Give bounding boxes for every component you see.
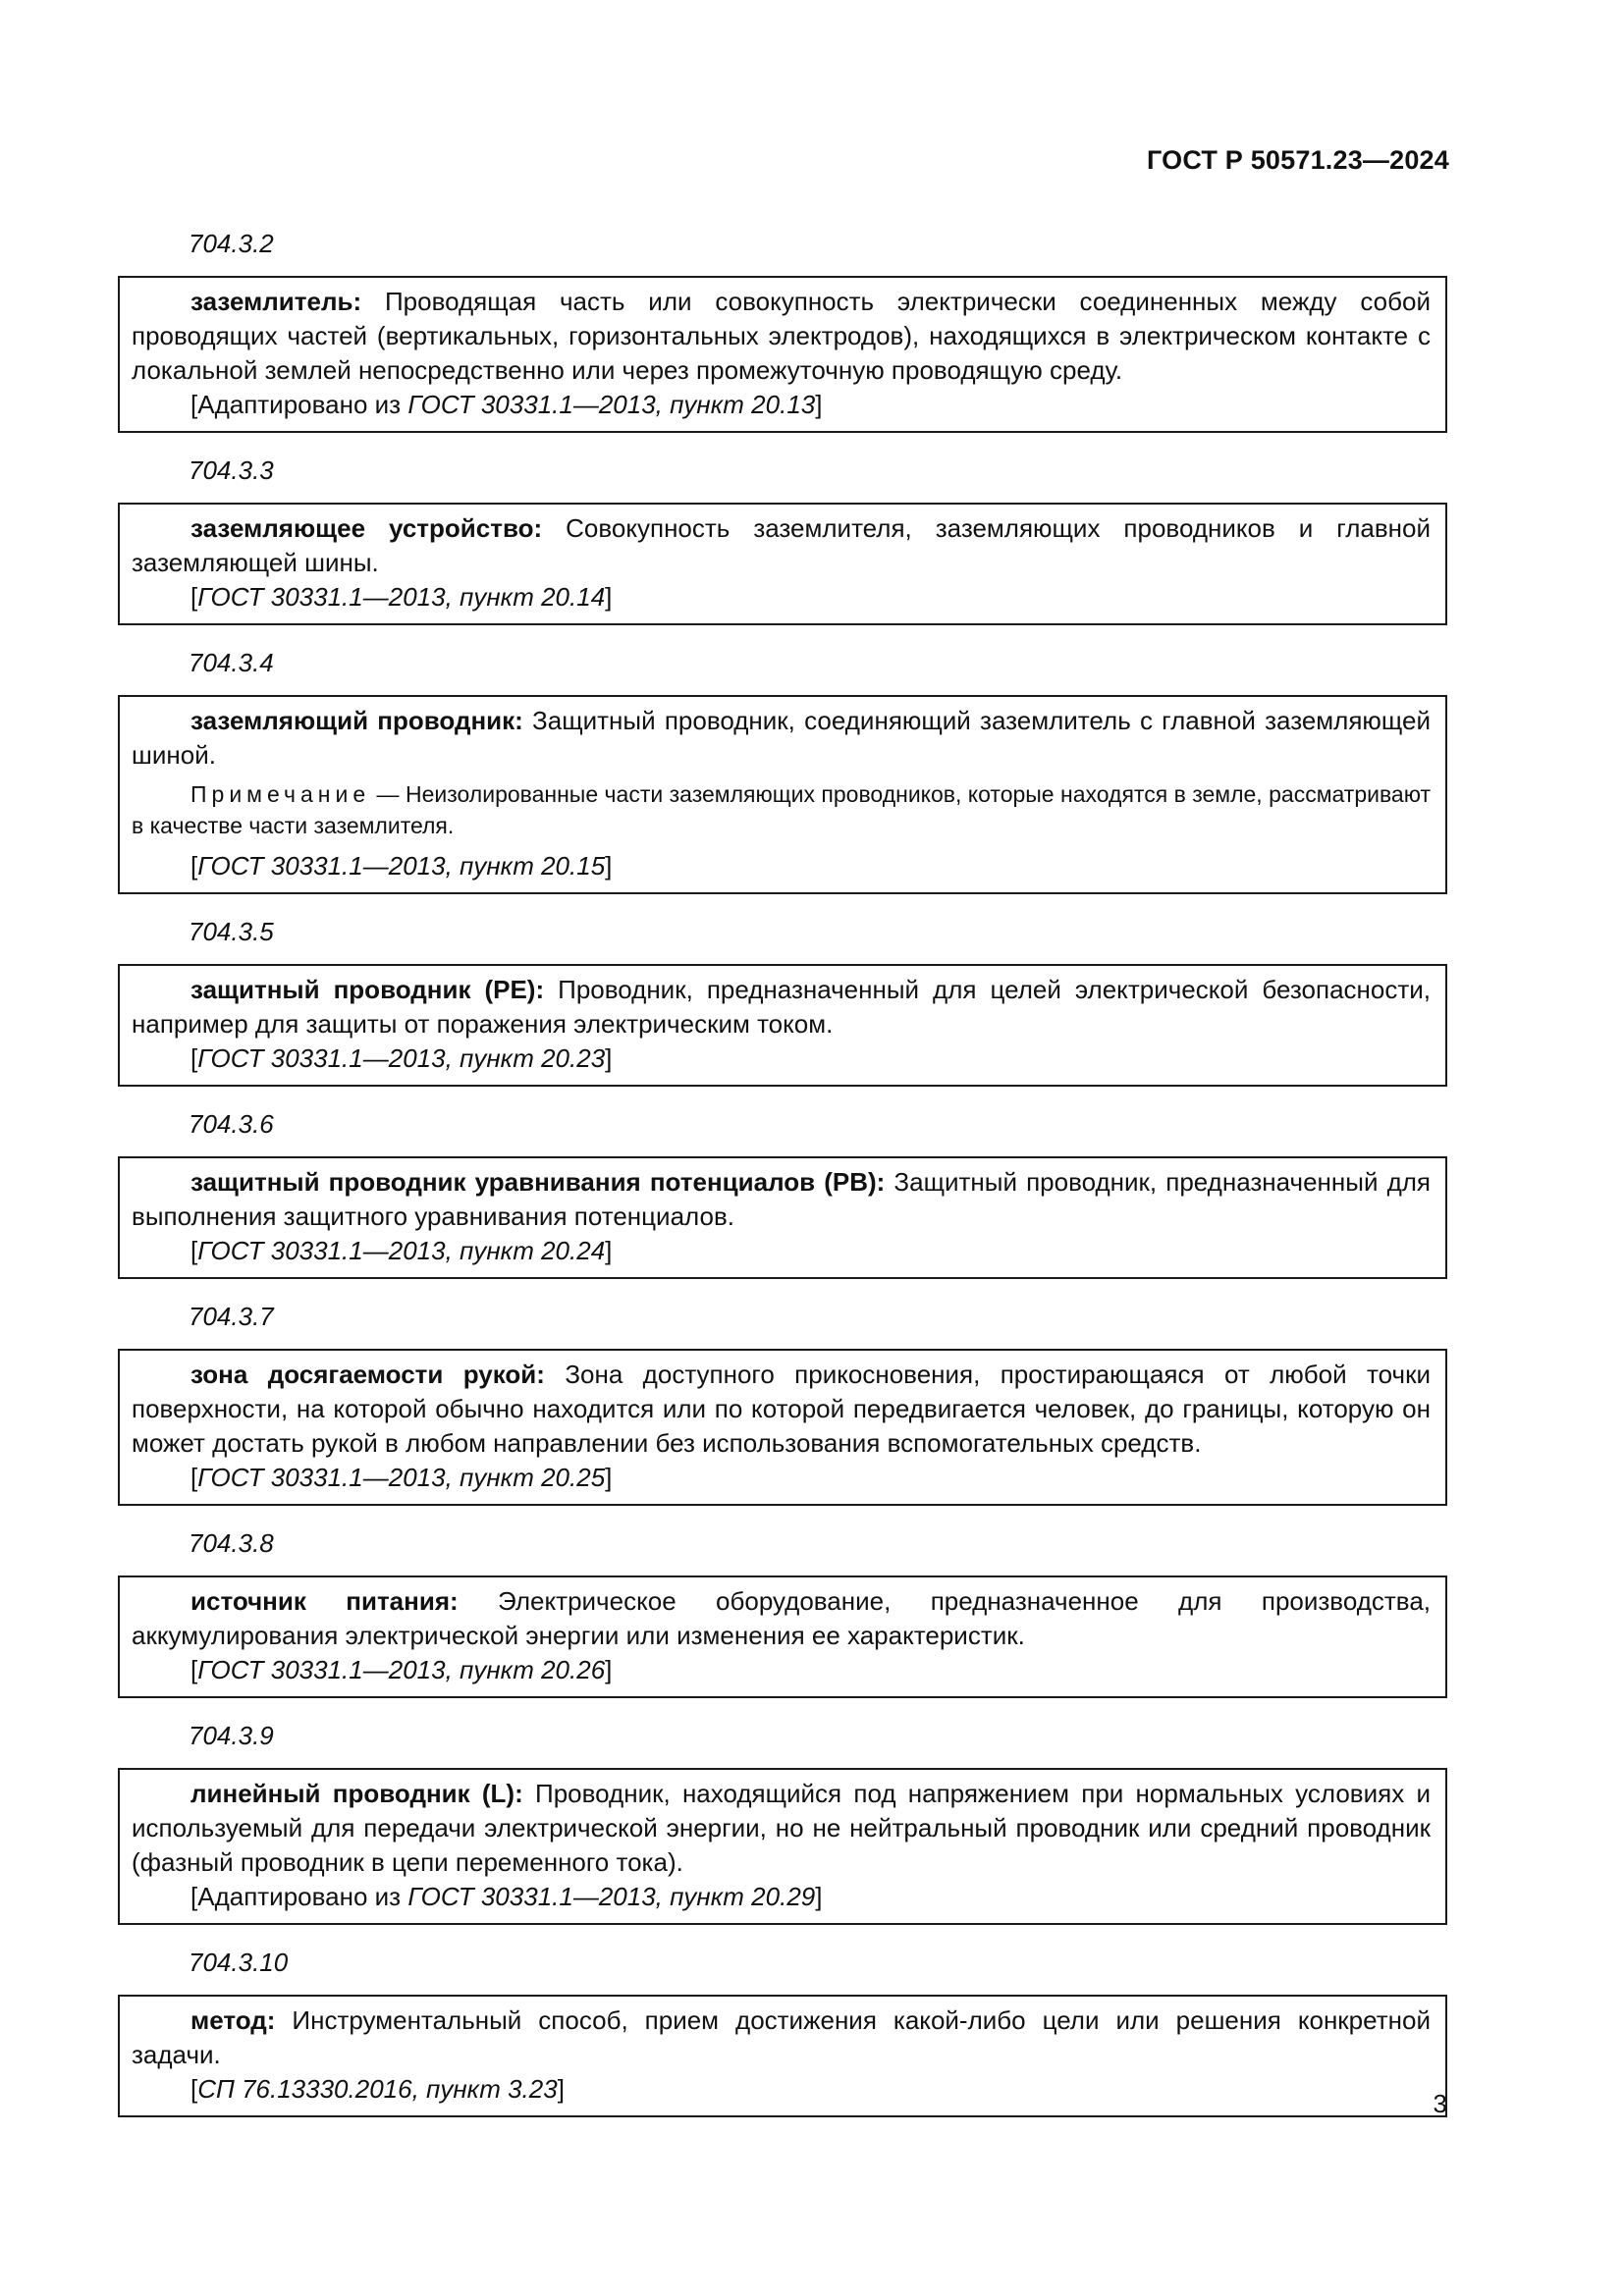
note-label: Примечание bbox=[190, 781, 371, 807]
source-prefix: [ bbox=[190, 851, 198, 881]
term-title: заземляющее устройство: bbox=[190, 513, 543, 543]
term-box bbox=[118, 1575, 1447, 1698]
source-reference: ГОСТ 30331.1—2013, пункт 20.23 bbox=[197, 1043, 606, 1073]
term-number: 704.3.2 bbox=[189, 229, 274, 258]
term-source bbox=[132, 849, 1431, 883]
term-source bbox=[132, 388, 1431, 422]
source-prefix: [Адаптировано из bbox=[190, 390, 408, 419]
term-source bbox=[132, 2072, 1431, 2107]
source-reference: ГОСТ 30331.1—2013, пункт 20.13 bbox=[407, 390, 816, 419]
definition-text: Совокупность заземлителя, заземляющих проводников и главной заземляющей шины. bbox=[132, 513, 1431, 577]
terms-list bbox=[118, 228, 1447, 2139]
source-prefix: [Адаптировано из bbox=[190, 1882, 408, 1911]
definition-text: Зона доступного прикосновения, простирающаяся от любой точки поверхности, на которой обычно находится или по которой передвигается человек, до границы, которую он может достать рукой в любом направлении без использования вспомогательных средств. bbox=[132, 1360, 1431, 1458]
source-reference: ГОСТ 30331.1—2013, пункт 20.15 bbox=[197, 851, 606, 881]
source-suffix: ] bbox=[557, 2074, 565, 2104]
term-definition bbox=[132, 285, 1431, 388]
term-box bbox=[118, 1995, 1447, 2117]
term-title: источник питания: bbox=[190, 1586, 459, 1616]
term-number: 704.3.8 bbox=[189, 1528, 274, 1558]
term-definition bbox=[132, 2003, 1431, 2072]
source-prefix: [ bbox=[190, 582, 198, 612]
term-number: 704.3.10 bbox=[189, 1948, 289, 1977]
term-source bbox=[132, 1234, 1431, 1268]
source-reference: ГОСТ 30331.1—2013, пункт 20.26 bbox=[197, 1655, 606, 1684]
source-suffix: ] bbox=[605, 1043, 613, 1073]
source-suffix: ] bbox=[815, 1882, 823, 1911]
term-number: 704.3.7 bbox=[189, 1302, 274, 1331]
term-definition bbox=[132, 511, 1431, 580]
source-prefix: [ bbox=[190, 1463, 198, 1492]
term-entry bbox=[118, 228, 1447, 433]
term-source bbox=[132, 1880, 1431, 1914]
term-title: защитный проводник (PE): bbox=[190, 975, 545, 1004]
term-title: заземлитель: bbox=[190, 287, 362, 316]
term-title: заземляющий проводник: bbox=[190, 706, 523, 735]
term-box bbox=[118, 1349, 1447, 1506]
term-title: метод: bbox=[190, 2005, 276, 2035]
term-box bbox=[118, 503, 1447, 625]
term-box bbox=[118, 276, 1447, 433]
term-entry bbox=[118, 647, 1447, 894]
source-reference: ГОСТ 30331.1—2013, пункт 20.29 bbox=[407, 1882, 816, 1911]
term-definition bbox=[132, 704, 1431, 773]
source-suffix: ] bbox=[605, 1463, 613, 1492]
definition-text: Проводящая часть или совокупность электрически соединенных между собой проводящих частей (вертикальных, горизонтальных электродов), находящихся в электрическом контакте с локальной землей непосредственно или через промежуточную проводящую среду. bbox=[132, 287, 1431, 385]
note-text: — Неизолированные части заземляющих проводников, которые находятся в земле, рассматривают в качестве части заземлителя. bbox=[132, 781, 1431, 838]
term-box bbox=[118, 1768, 1447, 1925]
source-reference: ГОСТ 30331.1—2013, пункт 20.25 bbox=[197, 1463, 606, 1492]
term-number: 704.3.9 bbox=[189, 1721, 274, 1750]
source-prefix: [ bbox=[190, 1655, 198, 1684]
source-reference: ГОСТ 30331.1—2013, пункт 20.24 bbox=[197, 1236, 606, 1265]
term-number: 704.3.3 bbox=[189, 455, 274, 485]
term-entry bbox=[118, 1720, 1447, 1925]
term-source bbox=[132, 1041, 1431, 1076]
term-entry bbox=[118, 1301, 1447, 1506]
term-definition bbox=[132, 1777, 1431, 1880]
term-definition bbox=[132, 1165, 1431, 1234]
source-prefix: [ bbox=[190, 1236, 198, 1265]
source-reference: СП 76.13330.2016, пункт 3.23 bbox=[197, 2074, 558, 2104]
term-source bbox=[132, 1653, 1431, 1687]
source-suffix: ] bbox=[605, 1655, 613, 1684]
term-note bbox=[132, 778, 1431, 841]
page-number: 3 bbox=[1433, 2089, 1447, 2118]
source-prefix: [ bbox=[190, 1043, 198, 1073]
term-entry bbox=[118, 1108, 1447, 1279]
term-definition bbox=[132, 1584, 1431, 1653]
source-prefix: [ bbox=[190, 2074, 198, 2104]
term-box bbox=[118, 964, 1447, 1087]
term-title: зона досягаемости рукой: bbox=[190, 1360, 545, 1389]
term-entry bbox=[118, 916, 1447, 1087]
document-header: ГОСТ Р 50571.23—2024 bbox=[1147, 145, 1449, 175]
source-suffix: ] bbox=[815, 390, 823, 419]
source-suffix: ] bbox=[605, 1236, 613, 1265]
term-number: 704.3.6 bbox=[189, 1109, 274, 1139]
term-source bbox=[132, 580, 1431, 614]
definition-text: Электрическое оборудование, предназначенное для производства, аккумулирования электрической энергии или изменения ее характеристик. bbox=[132, 1586, 1431, 1650]
definition-text: Проводник, предназначенный для целей электрической безопасности, например для защиты от поражения электрическим током. bbox=[132, 975, 1431, 1039]
source-reference: ГОСТ 30331.1—2013, пункт 20.14 bbox=[197, 582, 606, 612]
term-entry bbox=[118, 1527, 1447, 1698]
term-number: 704.3.4 bbox=[189, 648, 274, 677]
term-entry bbox=[118, 1947, 1447, 2117]
term-title: защитный проводник уравнивания потенциалов (PB): bbox=[190, 1167, 886, 1197]
term-definition bbox=[132, 973, 1431, 1041]
term-source bbox=[132, 1461, 1431, 1495]
source-suffix: ] bbox=[605, 851, 613, 881]
term-definition bbox=[132, 1358, 1431, 1461]
definition-text: Инструментальный способ, прием достижения какой-либо цели или решения конкретной задачи. bbox=[132, 2005, 1431, 2069]
term-entry bbox=[118, 454, 1447, 625]
term-box bbox=[118, 1156, 1447, 1279]
definition-text: Защитный проводник, соединяющий заземлитель с главной заземляющей шиной. bbox=[132, 706, 1431, 770]
definition-text: Проводник, находящийся под напряжением при нормальных условиях и используемый для передачи электрической энергии, но не нейтральный проводник или средний проводник (фазный проводник в цепи переменного тока). bbox=[132, 1779, 1432, 1877]
definition-text: Защитный проводник, предназначенный для выполнения защитного уравнивания потенциалов. bbox=[132, 1167, 1431, 1231]
source-suffix: ] bbox=[605, 582, 613, 612]
term-title: линейный проводник (L): bbox=[190, 1779, 523, 1808]
term-number: 704.3.5 bbox=[189, 917, 274, 946]
term-box bbox=[118, 695, 1447, 894]
